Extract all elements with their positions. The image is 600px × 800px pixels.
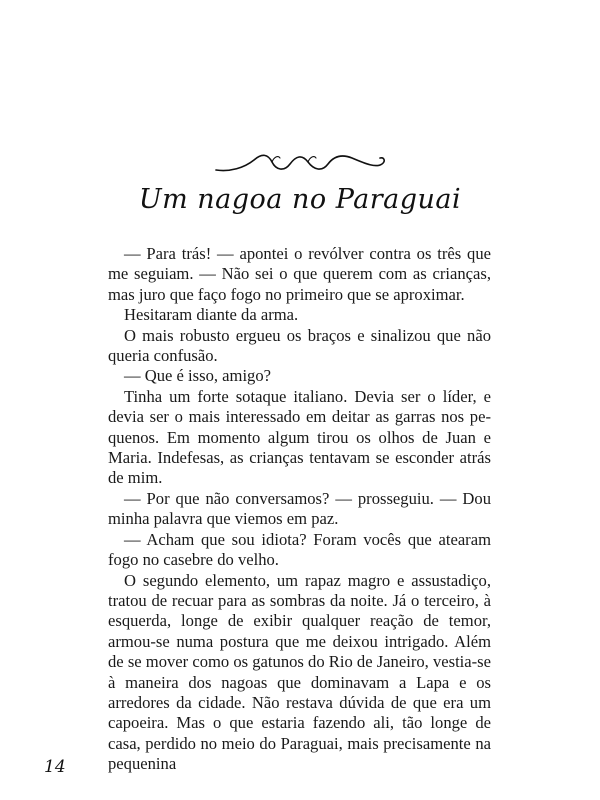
paragraph: — Acham que sou idiota? Foram vocês que atearam fogo no casebre do velho.: [108, 529, 491, 570]
paragraph: O mais robusto ergueu os braços e sinalizou que não queria confusão.: [108, 325, 491, 366]
paragraph: — Que é isso, amigo?: [124, 366, 272, 386]
paragraph: O segundo elemento, um rapaz magro e assustadiço, tratou de recuar para as sombras da noite. Já o terceiro, à esquerda, longe de exibir qualquer reação de temor, armou-se numa postura que me deixou intrigado. Além de se mover como os gatunos do Rio de Janeiro, vestia-se à maneira dos nagoas que dominavam a Lapa e os arredores da cidade. Não restava dúvida de que era um capoeira. Mas o que estaria fazendo ali, tão longe de casa, perdido no meio do Paraguai, mais precisamente na pequenina: [108, 570, 491, 774]
paragraph: — Para trás! — apontei o revólver contra os três que me seguiam. — Não sei o que querem com as crianças, mas juro que faço fogo no primeiro que se aproximar.: [108, 244, 491, 304]
paragraph: Hesitaram diante da arma.: [124, 305, 299, 325]
page-number: 14: [44, 757, 66, 777]
paragraph: Tinha um forte sotaque italiano. Devia ser o líder, e devia ser o mais interessado em deitar as garras nos pequenos. Em momento algum tirou os olhos de Juan e Maria. Indefesas, as crianças tentavam se esconder atrás de mim.: [108, 386, 491, 488]
chapter-title: Um nagoa no Paraguai: [138, 184, 462, 215]
flourish-ornament-icon: [210, 142, 390, 182]
paragraph: — Por que não conversamos? — prosseguiu. — Dou minha palavra que viemos em paz.: [108, 488, 491, 529]
body-text: [108, 244, 491, 775]
